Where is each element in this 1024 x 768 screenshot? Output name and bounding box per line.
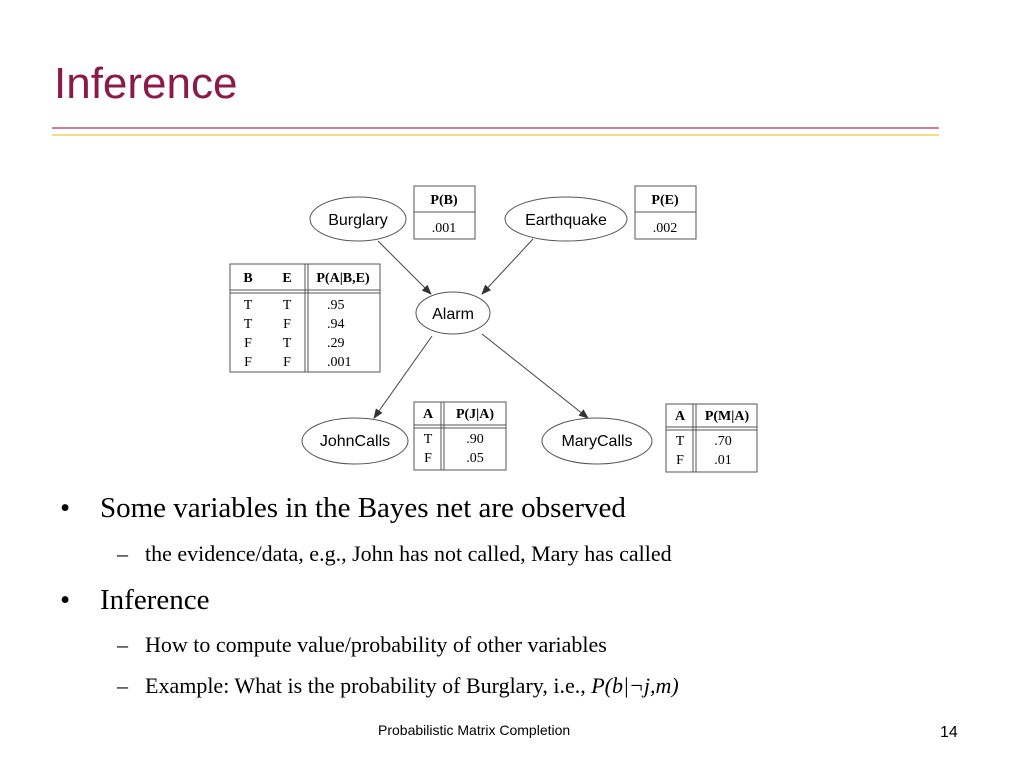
math-expression: P(b|¬j,m) (591, 673, 679, 698)
cpt-alarm-header-p: P(A|B,E) (316, 271, 370, 286)
node-marycalls (542, 418, 652, 464)
cpt-alarm-r3-e: F (283, 355, 291, 370)
cpt-alarm-r0-b: T (243, 298, 253, 313)
cpt-alarm-header-e: E (282, 271, 292, 286)
node-marycalls-label: MaryCalls (561, 433, 633, 450)
slide-title: Inference (54, 59, 238, 108)
cpt-alarm-r1-p: .94 (327, 317, 345, 332)
cpt-alarm-r0-e: T (282, 298, 292, 313)
subbullet-marker: – (117, 541, 128, 566)
cpt-earthquake (635, 186, 696, 239)
bullet-marker: • (60, 584, 71, 616)
footer-title: Probabilistic Matrix Completion (378, 722, 571, 738)
bullet-text: Inference (100, 584, 210, 616)
edge-burglary-alarm (378, 241, 431, 294)
cpt-alarm-r0-p: .95 (327, 298, 345, 313)
node-earthquake (505, 197, 627, 241)
cpt-alarm-r2-b: F (244, 336, 252, 351)
cpt-earthquake-value: .002 (652, 221, 678, 236)
subbullet-marker: – (117, 632, 128, 657)
cpt-john-r1-a: F (424, 451, 432, 466)
node-alarm (416, 292, 490, 334)
node-earthquake-label: Earthquake (525, 212, 607, 229)
cpt-mary-r1-a: F (676, 453, 684, 468)
page-number: 14 (940, 724, 958, 741)
cpt-john-r0-p: .90 (466, 432, 484, 447)
cpt-mary-r0-a: T (675, 434, 685, 449)
cpt-mary-r0-p: .70 (714, 434, 732, 449)
cpt-john-header-p: P(J|A) (455, 407, 495, 422)
cpt-burglary-header: P(B) (430, 193, 458, 208)
cpt-mary-header-p: P(M|A) (704, 409, 750, 424)
cpt-alarm-header-b: B (243, 271, 253, 286)
cpt-mary (666, 404, 757, 472)
cpt-mary-header-a: A (674, 409, 686, 424)
subbullet-text: Example: What is the probability of Burglary, i.e., (145, 673, 592, 698)
node-johncalls-label: JohnCalls (319, 433, 391, 450)
cpt-burglary-value: .001 (431, 221, 457, 236)
cpt-alarm-r1-e: F (283, 317, 291, 332)
cpt-john-header-a: A (422, 407, 434, 422)
subbullet-text: How to compute value/probability of other variables (145, 632, 607, 657)
cpt-alarm-r1-b: T (243, 317, 253, 332)
node-burglary (310, 197, 406, 241)
subbullet-text: the evidence/data, e.g., John has not called, Mary has called (145, 541, 672, 566)
cpt-alarm (230, 264, 380, 372)
cpt-john-r0-a: T (423, 432, 433, 447)
edges (374, 239, 588, 418)
subbullet-marker: – (117, 673, 128, 698)
edge-earthquake-alarm (482, 239, 533, 294)
cpt-alarm-r2-e: T (282, 336, 292, 351)
cpt-john (414, 402, 506, 470)
cpt-alarm-r2-p: .29 (327, 336, 345, 351)
node-alarm-label: Alarm (432, 306, 474, 323)
cpt-earthquake-header: P(E) (651, 193, 679, 208)
cpt-burglary (414, 186, 475, 239)
cpt-alarm-r3-p: .001 (327, 355, 352, 370)
node-johncalls (302, 418, 408, 464)
cpt-alarm-r3-b: F (244, 355, 252, 370)
cpt-mary-r1-p: .01 (714, 453, 732, 468)
cpt-john-r1-p: .05 (466, 451, 484, 466)
bullet-marker: • (60, 492, 71, 524)
node-burglary-label: Burglary (328, 212, 388, 229)
bullet-text: Some variables in the Bayes net are observed (100, 492, 626, 524)
